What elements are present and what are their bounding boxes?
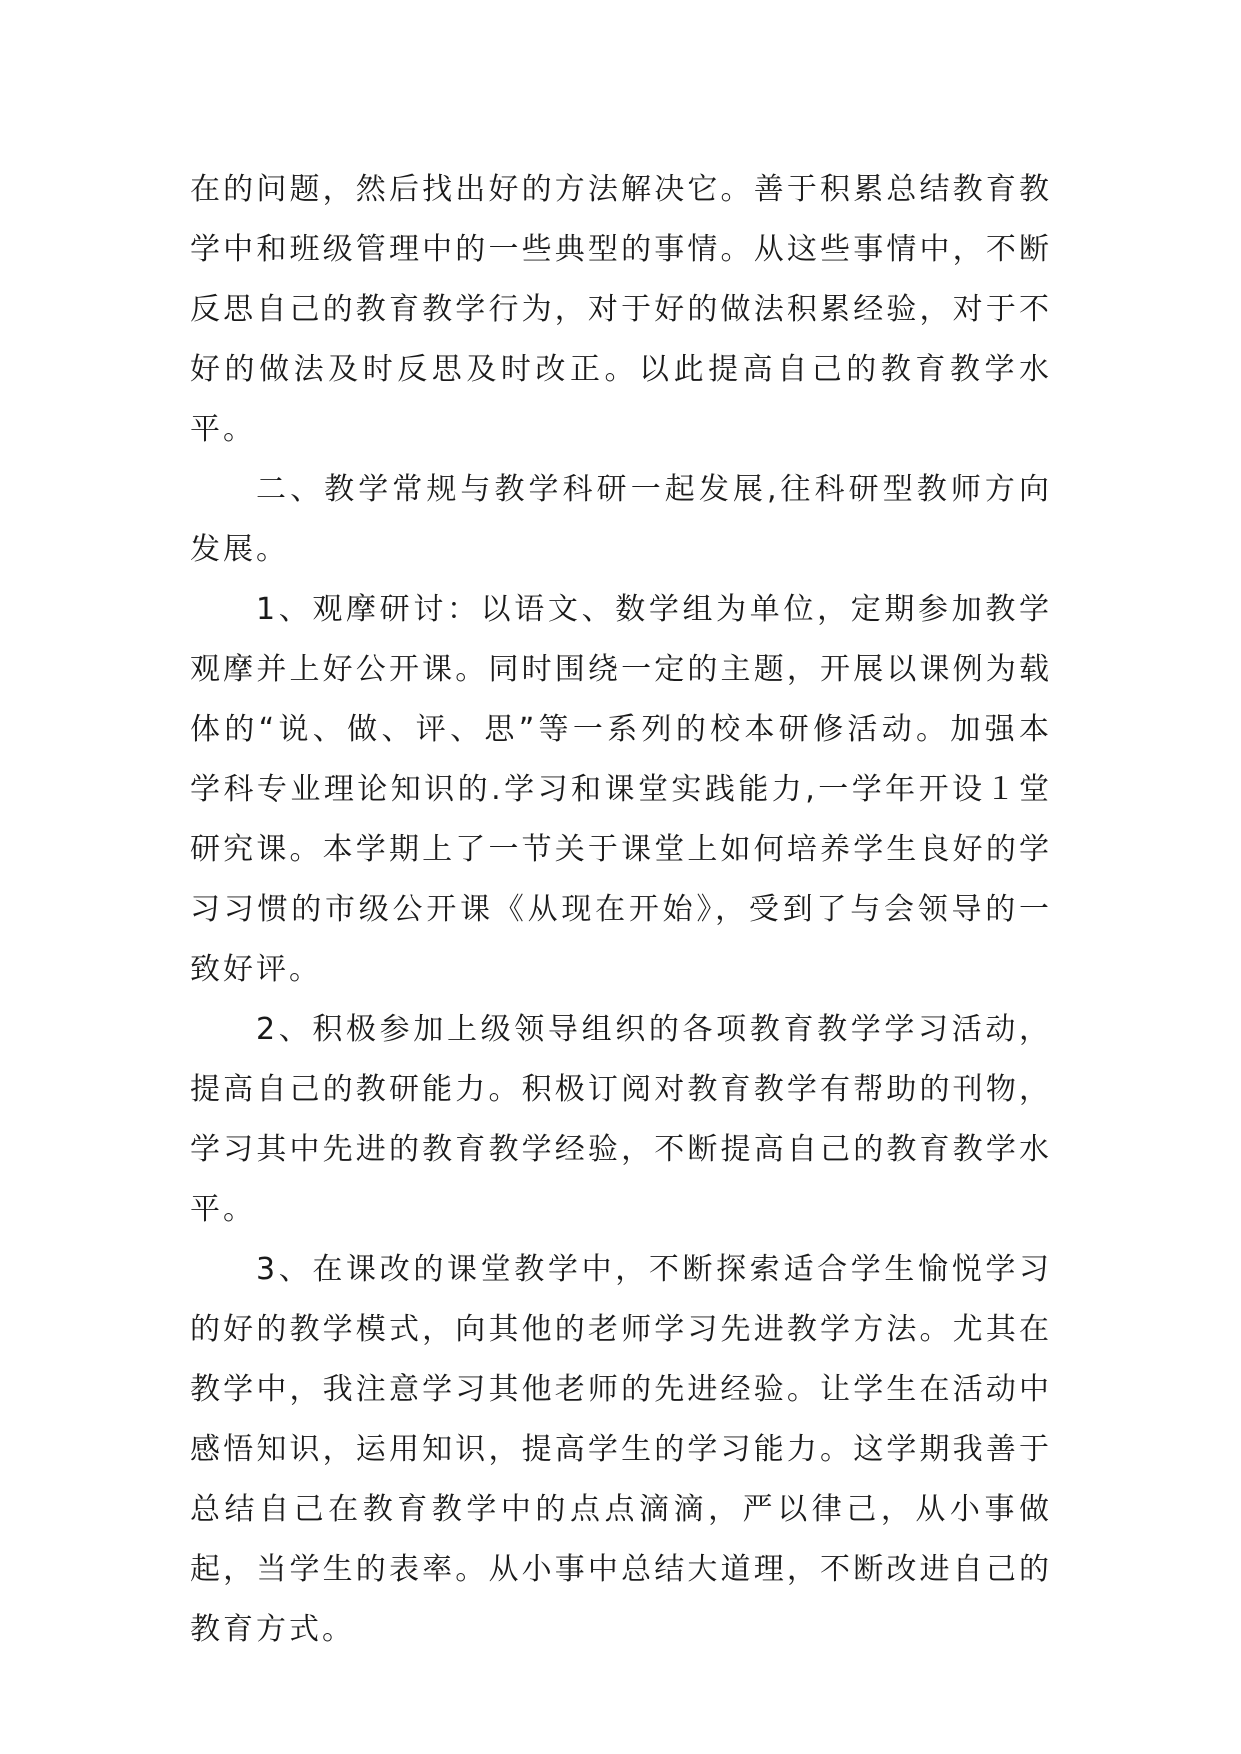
section-heading-2: 二、教学常规与教学科研一起发展,往科研型教师方向发展。 xyxy=(190,472,1052,567)
paragraph-continuation: 在的问题，然后找出好的方法解决它。善于积累总结教育教学中和班级管理中的一些典型的事情。从这些事情中，不断反思自己的教育教学行为，对于好的做法积累经验，对于不好的做法及时反思及时改正。以此提高自己的教育教学水平。 xyxy=(190,172,1052,447)
paragraph-item-3: 3、在课改的课堂教学中，不断探索适合学生愉悦学习的好的教学模式，向其他的老师学习先进教学方法。尤其在教学中，我注意学习其他老师的先进经验。让学生在活动中感悟知识，运用知识，提高学生的学习能力。这学期我善于总结自己在教育教学中的点点滴滴，严以律己，从小事做起，当学生的表率。从小事中总结大道理，不断改进自己的教育方式。 xyxy=(190,1252,1052,1647)
paragraph-item-2: 2、积极参加上级领导组织的各项教育教学学习活动，提高自己的教研能力。积极订阅对教育教学有帮助的刊物，学习其中先进的教育教学经验，不断提高自己的教育教学水平。 xyxy=(190,1012,1052,1227)
document-body xyxy=(190,160,1052,1660)
paragraph-item-1: 1、观摩研讨：以语文、数学组为单位，定期参加教学观摩并上好公开课。同时围绕一定的主题，开展以课例为载体的“说、做、评、思”等一系列的校本研修活动。加强本学科专业理论知识的.学习和课堂实践能力,一学年开设１堂研究课。本学期上了一节关于课堂上如何培养学生良好的学习习惯的市级公开课《从现在开始》，受到了与会领导的一致好评。 xyxy=(190,592,1052,987)
